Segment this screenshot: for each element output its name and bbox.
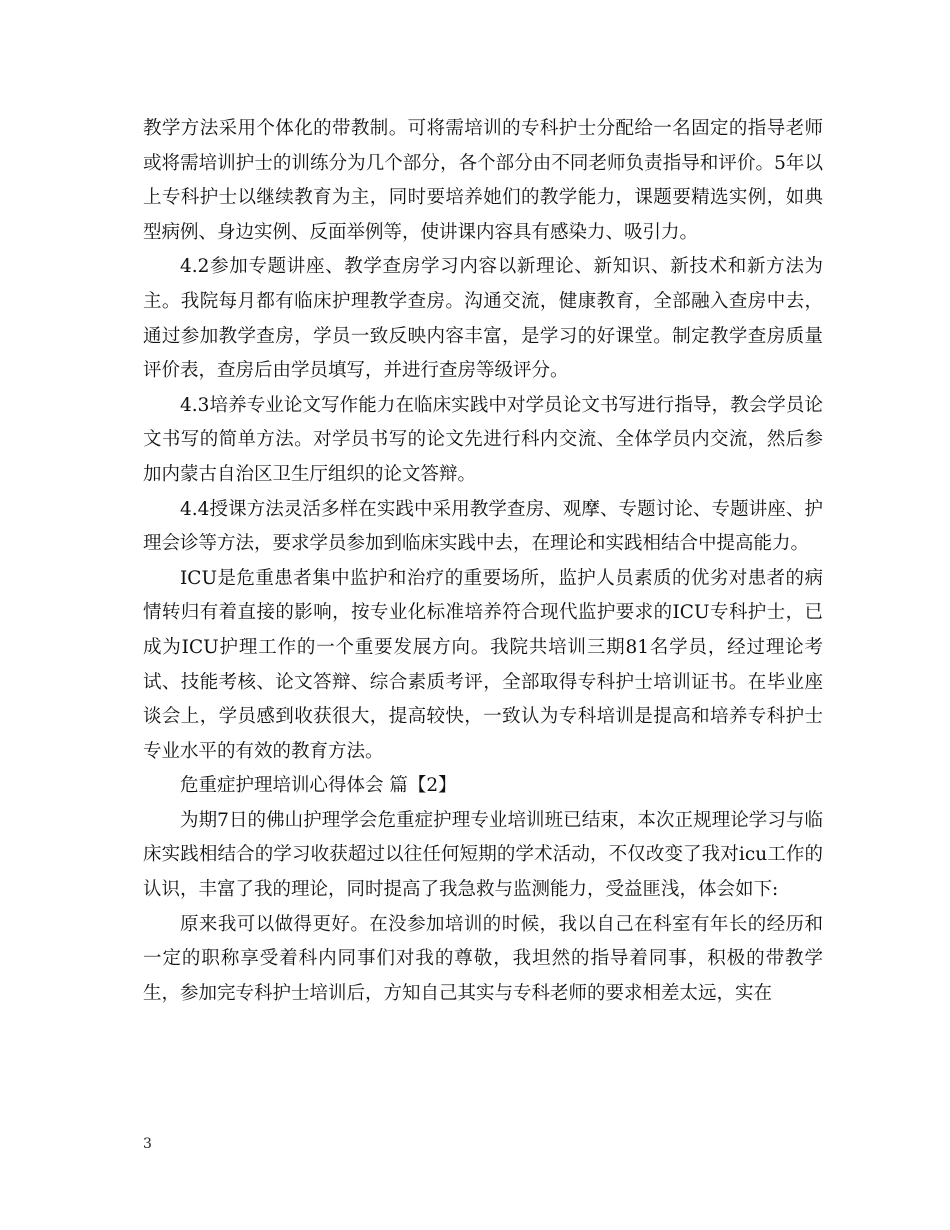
paragraph-training-intro: 为期7日的佛山护理学会危重症护理专业培训班已结束，本次正规理论学习与临床实践相结合的学习收获超过以往任何短期的学术活动，不仅改变了我对icu工作的认识，丰富了我的理论，同时提高了我急救与监测能力，受益匪浅，体会如下: bbox=[143, 809, 823, 901]
document-body bbox=[143, 112, 823, 1011]
page-number: 3 bbox=[143, 1136, 152, 1152]
paragraph-4-2-lectures: 4.2参加专题讲座、教学查房学习内容以新理论、新知识、新技术和新方法为主。我院每月都有临床护理教学查房。沟通交流，健康教育，全部融入查房中去，通过参加教学查房，学员一致反映内容丰富，是学习的好课堂。制定教学查房质量评价表，查房后由学员填写，并进行查房等级评分。 bbox=[143, 256, 823, 382]
paragraph-reflection: 原来我可以做得更好。在没参加培训的时候，我以自己在科室有年长的经历和一定的职称享受着科内同事们对我的尊敬，我坦然的指导着同事，积极的带教学生，参加完专科护士培训后，方知自己其实与专科老师的要求相差太远，实在 bbox=[143, 913, 823, 1004]
paragraph-teaching-method: 教学方法采用个体化的带教制。可将需培训的专科护士分配给一名固定的指导老师或将需培训护士的训练分为几个部分，各个部分由不同老师负责指导和评价。5年以上专科护士以继续教育为主，同时要培养她们的教学能力，课题要精选实例，如典型病例、身边实例、反面举例等，使讲课内容具有感染力、吸引力。 bbox=[143, 118, 823, 243]
paragraph-4-4-methods: 4.4授课方法灵活多样在实践中采用教学查房、观摩、专题讨论、专题讲座、护理会诊等方法，要求学员参加到临床实践中去，在理论和实践相结合中提高能力。 bbox=[143, 498, 823, 555]
paragraph-icu-summary: ICU是危重患者集中监护和治疗的重要场所，监护人员素质的优劣对患者的病情转归有着直接的影响，按专业化标准培养符合现代监护要求的ICU专科护士，已成为ICU护理工作的一个重要发展方向。我院共培训三期81名学员，经过理论考试、技能考核、论文答辩、综合素质考评，全部取得专科护士培训证书。在毕业座谈会上，学员感到收获很大，提高较快，一致认为专科培训是提高和培养专科护士专业水平的有效的教育方法。 bbox=[143, 567, 823, 762]
paragraph-4-3-writing: 4.3培养专业论文写作能力在临床实践中对学员论文书写进行指导，教会学员论文书写的简单方法。对学员书写的论文先进行科内交流、全体学员内交流，然后参加内蒙古自治区卫生厅组织的论文答辩。 bbox=[143, 394, 823, 485]
section-heading: 危重症护理培训心得体会 篇【2】 bbox=[180, 775, 457, 797]
